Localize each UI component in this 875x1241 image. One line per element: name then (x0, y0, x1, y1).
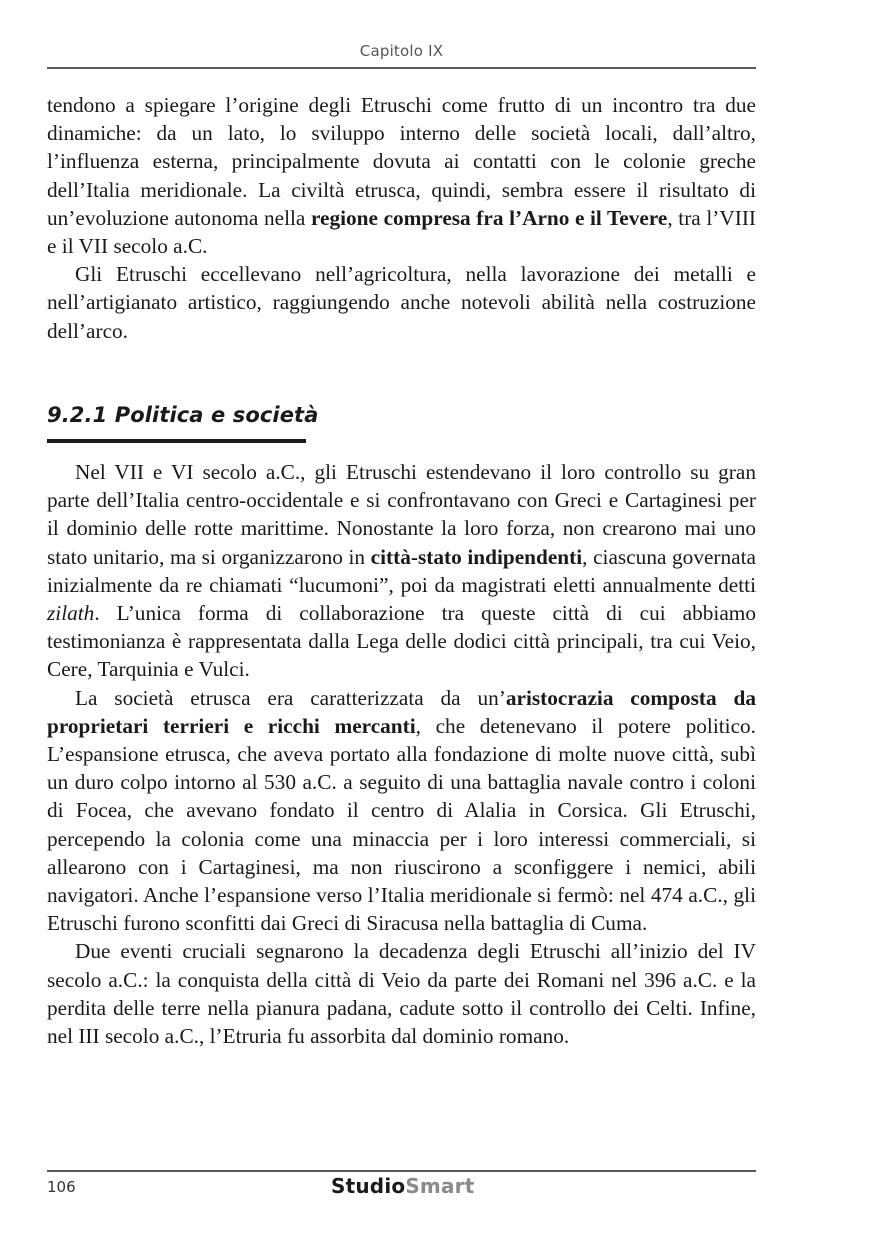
footer-divider (47, 1170, 756, 1172)
paragraph (47, 260, 756, 345)
text-run: Nel VII e VI secolo a.C., gli Etruschi estendevano il loro controllo su gran parte dell’Italia centro-occidentale e si confrontavano con Greci e Cartaginesi per il dominio delle rotte marittime. Nonostante la loro forza, non crearono mai uno stato unitario, ma si organizzarono in (47, 460, 756, 569)
intro-text-block (47, 91, 756, 345)
text-run: . L’unica forma di collaborazione tra queste città di cui abbiamo testimonianza è rappresentata dalla Lega delle dodici città principali, tra cui Veio, Cere, Tarquinia e Vulci. (47, 601, 756, 682)
emphasis-bold: regione compresa fra l’Arno e il Tevere (310, 205, 668, 230)
paragraph (47, 91, 756, 260)
text-run: , ciascuna governata inizialmente da re chiamati “lucumoni”, poi da magistrati eletti annualmente detti (47, 544, 756, 597)
section-heading-underline (47, 439, 306, 443)
text-run: Gli Etruschi eccellevano nell’agricoltura, nella lavorazione dei metalli e nell’artigianato artistico, raggiungendo anche notevoli abilità nella costruzione dell’arco. (47, 262, 756, 343)
publisher-logo (331, 1174, 475, 1198)
text-run: , tra l’VIII e il VII secolo a.C. (47, 205, 757, 259)
text-run: Due eventi cruciali segnarono la decadenza degli Etruschi all’inizio del IV secolo a.C.: la conquista della città di Veio da parte dei Romani nel 396 a.C. e la perdita delle terre nella pianura padana, cadute sotto il controllo dei Celti. Infine, nel III secolo a.C., l’Etruria fu assorbita dal dominio romano. (47, 939, 756, 1049)
emphasis-italic: zilath (47, 601, 95, 626)
logo-text-smart: Smart (405, 1174, 475, 1198)
section-heading: 9.2.1 Politica e società (47, 403, 319, 427)
text-run: , che detenevano il potere politico. L’espansione etrusca, che aveva portato alla fondazione di molte nuove città, subì un duro colpo intorno al 530 a.C. a seguito di una battaglia navale contro i coloni di Focea, che avevano fondato il centro di Alalia in Corsica. Gli Etruschi, percependo la colonia come una minaccia per i loro interessi commerciali, si allearono con i Cartaginesi, ma non riuscirono a sconfiggere i nemici, abili navigatori. Anche l’espansione verso l’Italia meridionale si fermò: nel 474 a.C., gli Etruschi furono sconfitti dai Greci di Siracusa nella battaglia di Cuma. (47, 713, 756, 936)
paragraph (47, 937, 756, 1050)
paragraph (47, 684, 756, 938)
logo-text-studio: Studio (331, 1174, 406, 1198)
emphasis-bold: città-stato indipendenti (370, 544, 583, 569)
page-number: 106 (47, 1178, 76, 1196)
text-run: tendono a spiegare l’origine degli Etruschi come frutto di un incontro tra due dinamiche: da un lato, lo sviluppo interno delle società locali, dall’altro, l’influenza esterna, principalmente dovuta ai contatti con le colonie greche dell’Italia meridionale. La civiltà etrusca, quindi, sembra essere il risultato di un’evoluzione autonoma nella (47, 93, 756, 230)
paragraph (47, 458, 756, 684)
header-divider (47, 67, 756, 69)
text-run: La società etrusca era caratterizzata da un’ (75, 685, 506, 710)
running-header-chapter-title: Capitolo IX (359, 42, 444, 60)
emphasis-bold: aristocrazia composta da proprietari terrieri e ricchi mercanti (47, 685, 756, 738)
section-text-block (47, 458, 756, 1050)
